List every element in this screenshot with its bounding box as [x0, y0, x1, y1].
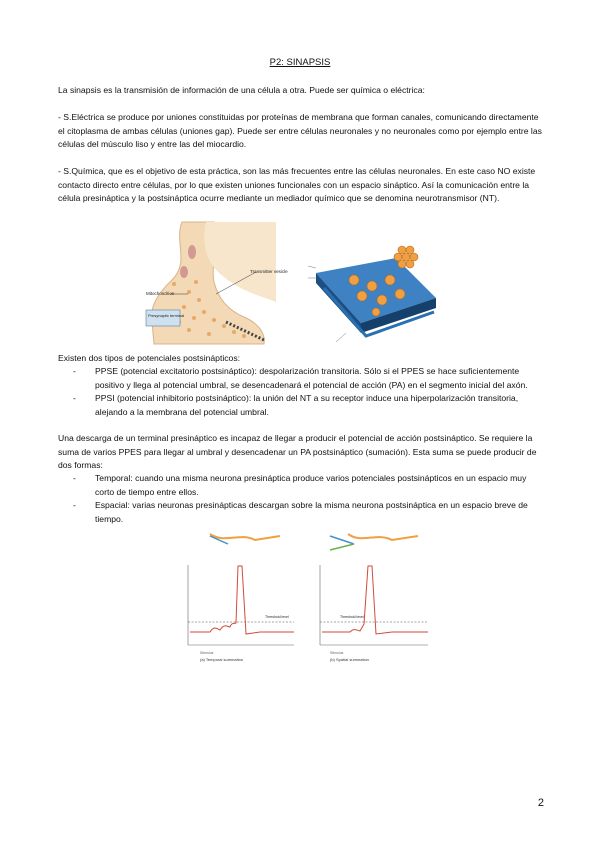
label-transmitter-vesicle: Transmitter vesicle	[250, 269, 288, 274]
list-item: - PPSE (potencial excitatorio postsináptico): despolarización transitoria. Sólo si el PPES se hace suficientemente positivo y llega al potencial umbral, se desencadenará el potencial de acción (PA) en el segmento inicial del axón.	[73, 366, 528, 390]
electrica-paragraph: - S.Eléctrica se produce por uniones constituidas por proteínas de membrana que forman canales, comunicando directamente el citoplasma de ambas células (uniones gap). Puede ser entre células neuronales y no neuronales como por ejemplo entre las células del músculo liso y entre las del miocardio.	[58, 112, 542, 149]
gap-junction-illustration	[306, 238, 436, 346]
label-mitochondrion: Mitochondrion	[146, 291, 175, 296]
threshold-label-left: Threshold level	[265, 615, 289, 619]
stimulus-label-right: Stimulus	[330, 651, 344, 655]
list-item: - Espacial: varias neuronas presinápticas descargan sobre la misma neurona postsináptica en un espacio breve de tiempo.	[73, 500, 528, 524]
caption-left: (a) Temporal summation	[200, 657, 244, 662]
formas-list	[58, 472, 543, 526]
descarga-paragraph: Una descarga de un terminal presináptico es incapaz de llegar a producir el potencial de acción postsináptico. Se requiere la suma de varios PPES para llegar al umbral y desencadenar un PA postsináptico (sumación). Esta suma se puede producir de dos formas:	[58, 433, 537, 470]
tipos-list	[58, 365, 543, 419]
list-item: - PPSI (potencial inhibitorio postsináptico): la unión del NT a su receptor induce una hiperpolarización transitoria, alejando a la membrana del potencial umbral.	[73, 393, 519, 417]
quimica-paragraph: - S.Química, que es el objetivo de esta práctica, son las más frecuentes entre las células neuronales. En este caso NO existe contacto directo entre células, por lo que existen uniones funcionales con un espacio sináptico. Así la comunicación entre la célula presináptica y la postsináptica ocurre mediante un mediador químico que se denomina neurotransmisor (NT).	[58, 166, 536, 203]
intro-paragraph: La sinapsis es la transmisión de información de una célula a otra. Puede ser química o eléctrica:	[58, 85, 425, 95]
label-presynaptic-terminal: Presynaptic terminal	[148, 313, 185, 318]
caption-right: (b) Spatial summation	[330, 657, 369, 662]
page-number: 2	[537, 797, 544, 809]
threshold-label-right: Threshold level	[340, 615, 364, 619]
tipos-intro: Existen dos tipos de potenciales postsinápticos:	[58, 353, 241, 363]
page-title: P2: SINAPSIS	[269, 57, 331, 68]
spatial-summation-graph	[300, 530, 432, 668]
stimulus-label-left: Stimulus	[200, 651, 214, 655]
synapse-illustration	[144, 222, 288, 344]
list-item: - Temporal: cuando una misma neurona presináptica produce varios potenciales postsinápticos en un espacio muy corto de tiempo entre ellos.	[73, 473, 527, 497]
temporal-summation-graph	[170, 530, 298, 668]
